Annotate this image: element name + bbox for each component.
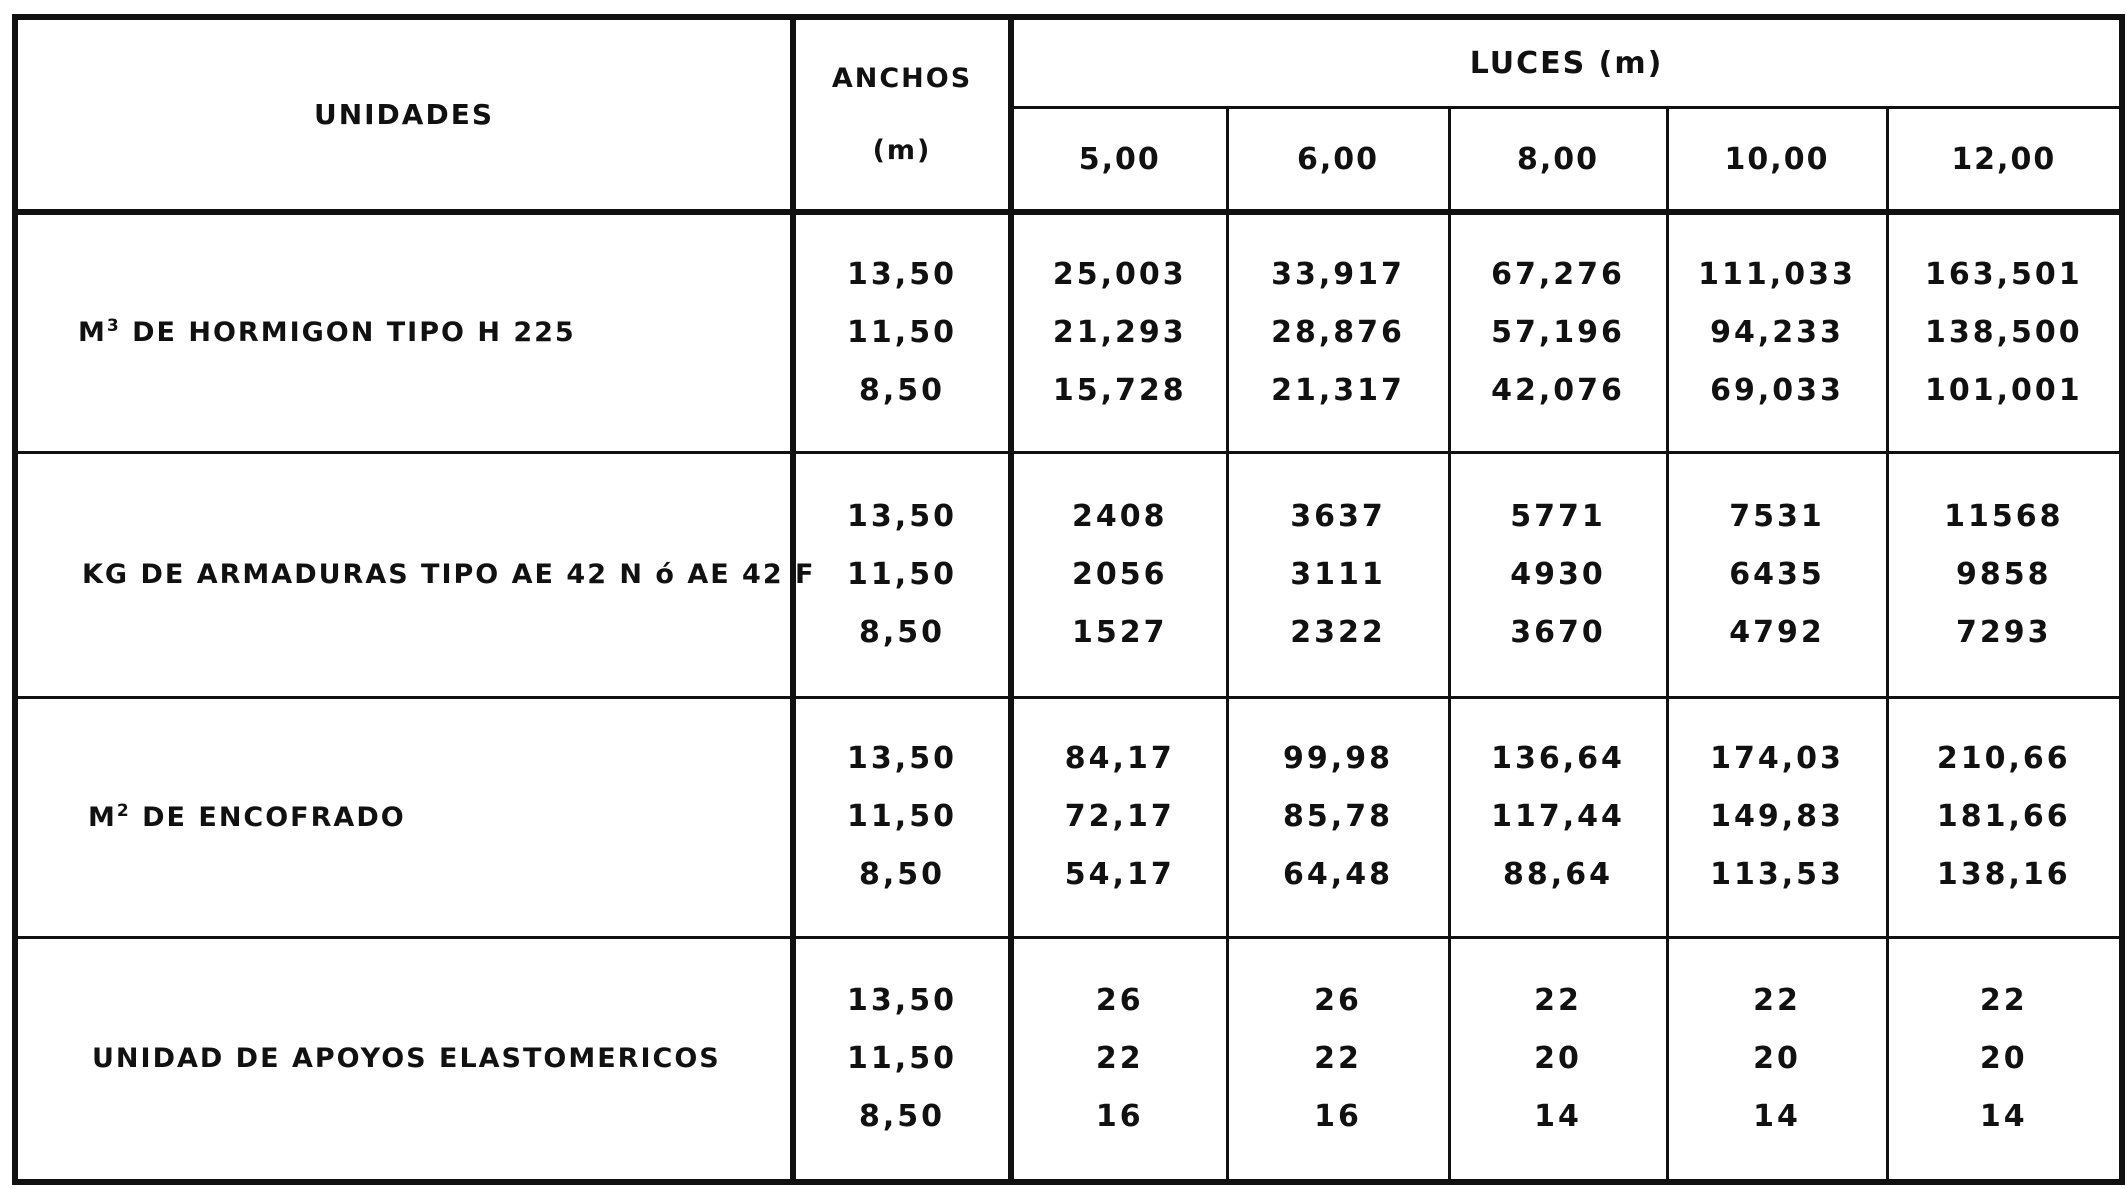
header-anchos-label: ANCHOS — [831, 62, 973, 94]
header-span-10: 10,00 — [1667, 108, 1887, 213]
ancho-value: 13,50 — [847, 982, 957, 1018]
table-row-armaduras — [15, 452, 2122, 697]
ancho-value: 8,50 — [858, 614, 946, 650]
cell-value: 149,83 — [1710, 799, 1844, 834]
value-cell — [1667, 452, 1887, 697]
cell-value: 54,17 — [1064, 857, 1175, 892]
ancho-value: 11,50 — [847, 314, 957, 350]
cell-value: 26 — [1314, 982, 1362, 1018]
cell-value: 181,66 — [1936, 799, 2071, 834]
table-row-apoyos — [15, 937, 2122, 1182]
header-row-1 — [15, 17, 2122, 108]
value-cell — [1449, 937, 1667, 1182]
value-cell — [1667, 212, 1887, 452]
value-cell — [1887, 697, 2122, 937]
ancho-value: 13,50 — [847, 256, 957, 292]
value-cell — [1227, 697, 1449, 937]
cell-value: 14 — [1753, 1098, 1801, 1134]
unit-label-armaduras — [15, 452, 816, 697]
cell-value: 111,033 — [1698, 256, 1856, 292]
cell-value: 94,233 — [1710, 314, 1844, 350]
cell-value: 15,728 — [1052, 372, 1187, 408]
value-cell — [1667, 697, 1887, 937]
value-cell — [1449, 212, 1667, 452]
unit-label-text: KG DE ARMADURAS TIPO AE 42 N ó AE 42 F — [82, 559, 816, 590]
cell-value: 57,196 — [1491, 314, 1625, 350]
cell-value: 2322 — [1290, 614, 1386, 650]
header-unidades: UNIDADES — [15, 17, 793, 212]
table-row-encofrado — [15, 697, 2122, 937]
cell-value: 25,003 — [1052, 256, 1187, 292]
cell-value: 117,44 — [1491, 799, 1625, 834]
unit-label-text: UNIDAD DE APOYOS ELASTOMERICOS — [92, 1043, 721, 1075]
cell-value: 20 — [1753, 1040, 1801, 1076]
cell-value: 3670 — [1510, 614, 1606, 650]
cell-value: 138,16 — [1936, 857, 2071, 892]
cell-value: 6435 — [1729, 556, 1825, 592]
value-cell — [1011, 697, 1227, 937]
header-luces: LUCES (m) — [1011, 17, 2122, 108]
cell-value: 4792 — [1729, 614, 1825, 650]
cell-value: 20 — [1534, 1040, 1582, 1076]
cell-value: 22 — [1753, 982, 1801, 1018]
value-cell — [1227, 212, 1449, 452]
cell-value: 84,17 — [1064, 741, 1175, 776]
quantities-table — [12, 14, 2125, 1185]
cell-value: 85,78 — [1283, 799, 1393, 834]
unit-label-text: M — [88, 801, 117, 833]
anchos-cell — [793, 452, 1011, 697]
ancho-value: 11,50 — [847, 1040, 957, 1076]
cell-value: 113,53 — [1710, 857, 1844, 892]
value-cell — [1887, 452, 2122, 697]
value-cell — [1449, 697, 1667, 937]
value-cell — [1449, 452, 1667, 697]
cell-value: 3111 — [1290, 556, 1386, 592]
cell-value: 42,076 — [1491, 372, 1625, 408]
cell-value: 14 — [1979, 1098, 2028, 1134]
anchos-cell — [793, 697, 1011, 937]
unit-label-text-post: DE ENCOFRADO — [130, 801, 406, 833]
unit-label-apoyos — [15, 937, 793, 1182]
unit-label-text-post: DE HORMIGON TIPO H 225 — [120, 317, 576, 349]
value-cell — [1887, 212, 2122, 452]
value-cell — [1227, 452, 1449, 697]
cell-value: 2408 — [1072, 498, 1168, 534]
header-anchos — [793, 17, 1011, 212]
cell-value: 22 — [1979, 982, 2028, 1018]
cell-value: 67,276 — [1491, 256, 1625, 292]
cell-value: 7531 — [1729, 498, 1825, 534]
cell-value: 64,48 — [1283, 857, 1393, 892]
header-span-5: 5,00 — [1011, 108, 1227, 213]
cell-value: 174,03 — [1710, 741, 1844, 776]
cell-value: 2056 — [1072, 556, 1168, 592]
unit-label-hormigon — [15, 212, 793, 452]
unit-label-sup: 3 — [106, 316, 121, 337]
cell-value: 72,17 — [1064, 799, 1175, 834]
cell-value: 69,033 — [1710, 372, 1844, 408]
cell-value: 22 — [1095, 1040, 1144, 1076]
header-span-8: 8,00 — [1449, 108, 1667, 213]
unit-label-encofrado — [15, 697, 793, 937]
header-anchos-unit: (m) — [872, 134, 932, 166]
ancho-value: 8,50 — [858, 1098, 946, 1134]
cell-value: 28,876 — [1271, 314, 1405, 350]
header-span-6: 6,00 — [1227, 108, 1449, 213]
unit-label-text: M — [78, 317, 107, 349]
cell-value: 33,917 — [1271, 256, 1405, 292]
ancho-value: 11,50 — [847, 556, 957, 592]
cell-value: 5771 — [1510, 498, 1606, 534]
value-cell — [1011, 452, 1227, 697]
cell-value: 163,501 — [1924, 256, 2083, 292]
cell-value: 20 — [1979, 1040, 2028, 1076]
value-cell — [1011, 937, 1227, 1182]
cell-value: 1527 — [1072, 614, 1168, 650]
ancho-value: 8,50 — [858, 857, 946, 892]
cell-value: 9858 — [1956, 556, 2052, 592]
cell-value: 11568 — [1944, 498, 2064, 534]
cell-value: 22 — [1314, 1040, 1362, 1076]
quantities-table-sheet — [12, 14, 2119, 1176]
value-cell — [1011, 212, 1227, 452]
value-cell — [1887, 937, 2122, 1182]
cell-value: 136,64 — [1491, 741, 1625, 776]
ancho-value: 11,50 — [847, 799, 957, 834]
cell-value: 21,293 — [1052, 314, 1187, 350]
cell-value: 99,98 — [1283, 741, 1393, 776]
cell-value: 3637 — [1290, 498, 1386, 534]
cell-value: 26 — [1095, 982, 1144, 1018]
cell-value: 88,64 — [1503, 857, 1613, 892]
header-span-12: 12,00 — [1887, 108, 2122, 213]
ancho-value: 13,50 — [847, 498, 957, 534]
cell-value: 22 — [1534, 982, 1582, 1018]
ancho-value: 8,50 — [858, 372, 946, 408]
value-cell — [1667, 937, 1887, 1182]
cell-value: 138,500 — [1924, 314, 2083, 350]
cell-value: 21,317 — [1271, 372, 1405, 408]
anchos-cell — [793, 212, 1011, 452]
cell-value: 210,66 — [1936, 741, 2071, 776]
value-cell — [1227, 937, 1449, 1182]
cell-value: 16 — [1095, 1098, 1144, 1134]
cell-value: 101,001 — [1924, 372, 2083, 408]
cell-value: 7293 — [1956, 614, 2052, 650]
ancho-value: 13,50 — [847, 741, 957, 776]
anchos-cell — [793, 937, 1011, 1182]
cell-value: 14 — [1534, 1098, 1582, 1134]
cell-value: 16 — [1314, 1098, 1362, 1134]
unit-label-sup: 2 — [116, 800, 131, 821]
cell-value: 4930 — [1510, 556, 1606, 592]
table-row-hormigon — [15, 212, 2122, 452]
